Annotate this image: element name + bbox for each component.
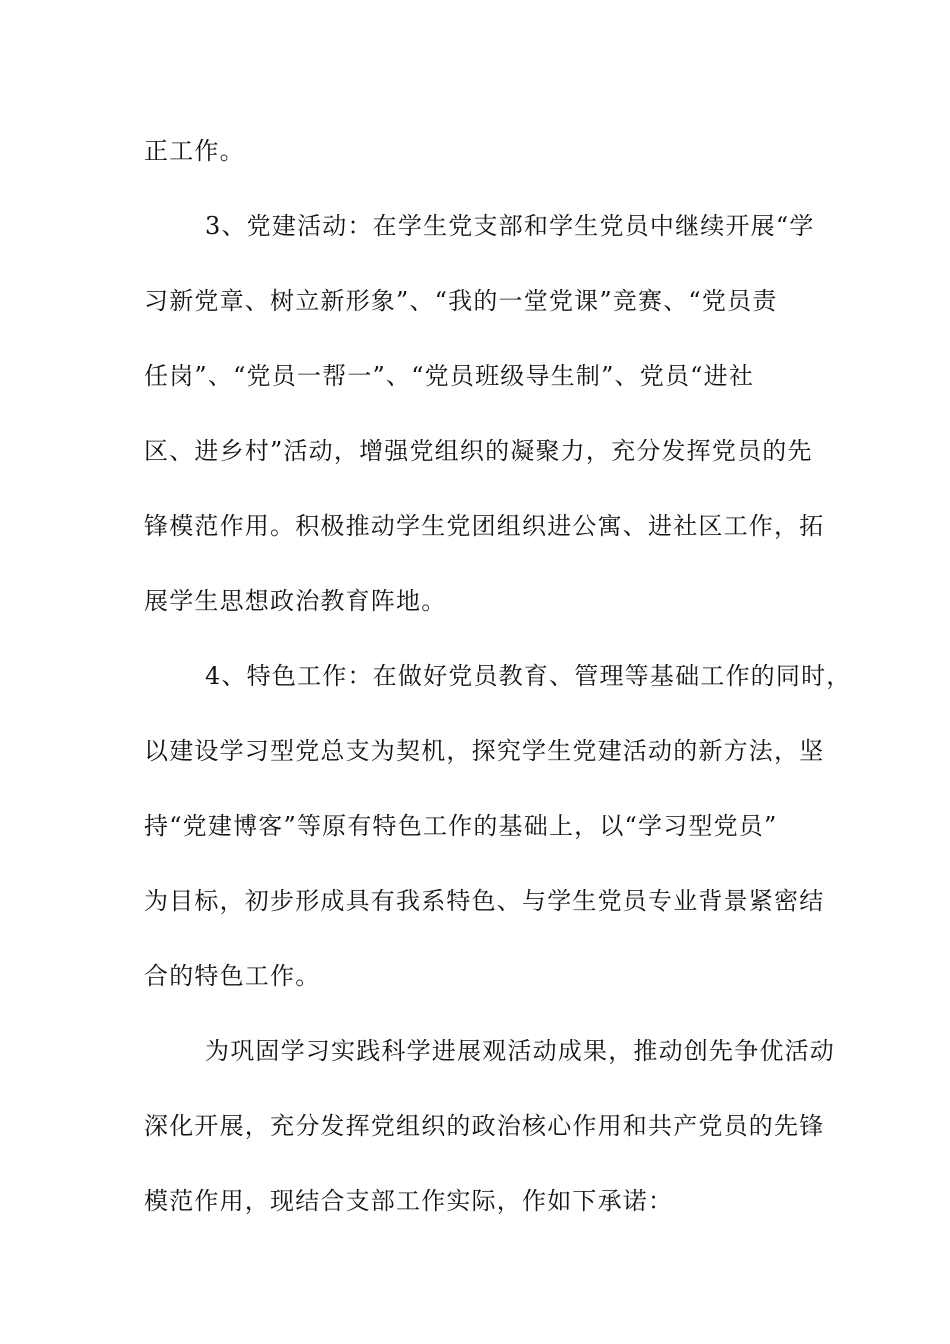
paragraph-line: 3、党建活动：在学生党支部和学生党员中继续开展“学 [205,212,815,240]
paragraph-line: 任岗”、“党员一帮一”、“党员班级导生制”、党员“进社 [144,362,755,390]
paragraph-line: 锋模范作用。积极推动学生党团组织进公寓、进社区工作，拓 [144,512,825,540]
paragraph-line: 为巩固学习实践科学进展观活动成果，推动创先争优活动 [205,1037,835,1065]
paragraph-line: 正工作。 [144,137,245,165]
paragraph-line: 以建设学习型党总支为契机，探究学生党建活动的新方法，坚 [144,737,825,765]
paragraph-line: 为目标，初步形成具有我系特色、与学生党员专业背景紧密结 [144,887,825,915]
paragraph-line: 模范作用，现结合支部工作实际，作如下承诺： [144,1187,674,1215]
paragraph-line: 展学生思想政治教育阵地。 [144,587,447,615]
paragraph-line: 深化开展，充分发挥党组织的政治核心作用和共产党员的先锋 [144,1112,825,1140]
paragraph-line: 区、进乡村”活动，增强党组织的凝聚力，充分发挥党员的先 [144,437,813,465]
paragraph-line: 4、特色工作：在做好党员教育、管理等基础工作的同时， [205,662,852,690]
paragraph-line: 合的特色工作。 [144,962,321,990]
paragraph-line: 习新党章、树立新形象”、“我的一堂党课”竞赛、“党员责 [144,287,778,315]
paragraph-line: 持“党建博客”等原有特色工作的基础上，以“学习型党员” [144,812,778,840]
